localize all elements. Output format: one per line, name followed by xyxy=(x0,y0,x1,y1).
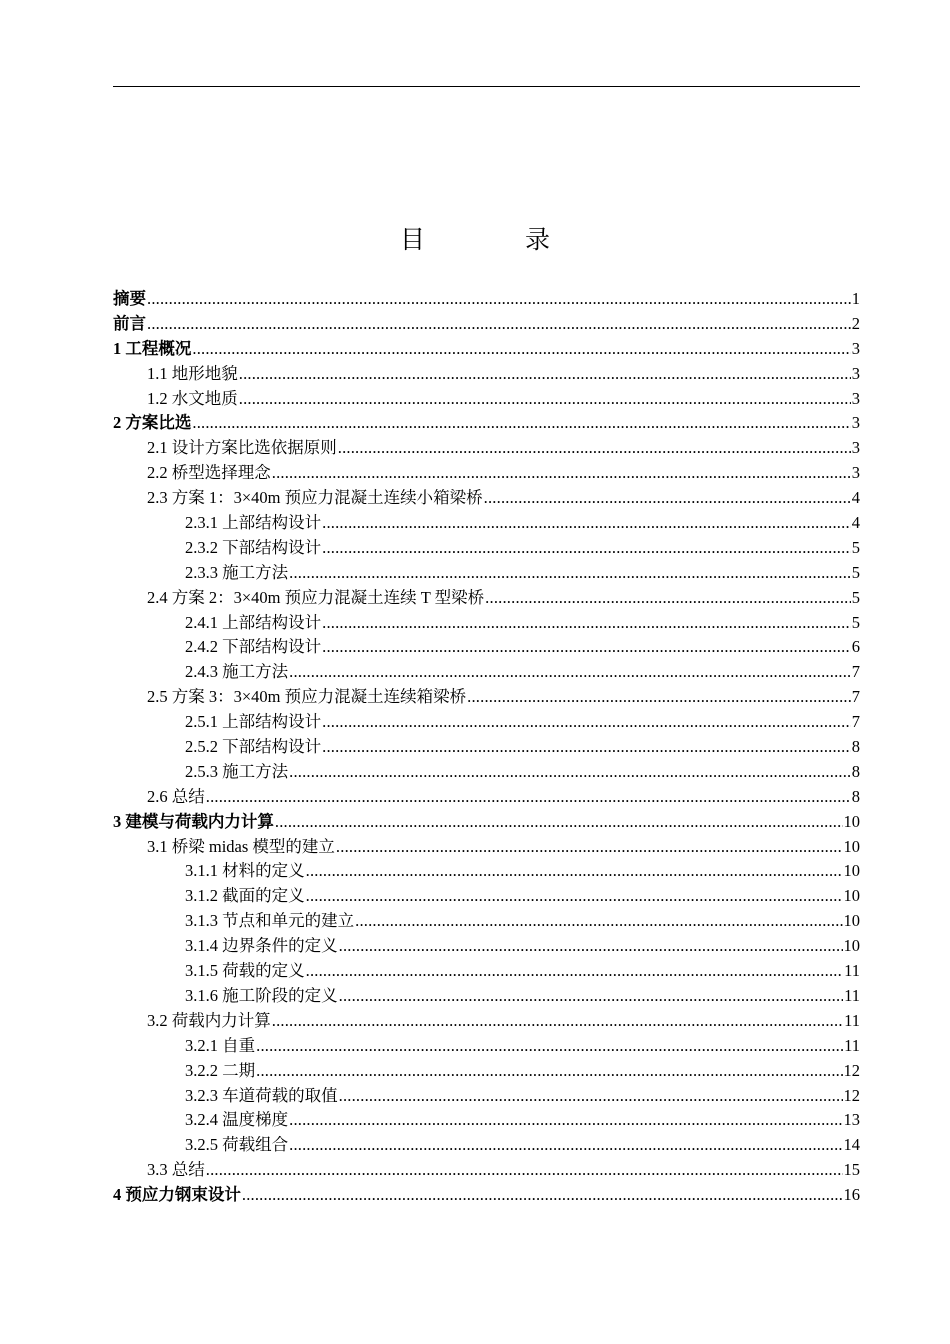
toc-entry[interactable] xyxy=(113,461,860,486)
toc-entry-label: 2.5.3 施工方法 xyxy=(185,761,289,781)
toc-entry[interactable] xyxy=(113,411,860,436)
toc-entry-page-number: 10 xyxy=(843,886,860,906)
toc-entry-label: 3.1.5 荷载的定义 xyxy=(185,961,305,981)
toc-entry-page-number: 5 xyxy=(851,612,860,632)
toc-entry-page-number: 5 xyxy=(851,587,860,607)
toc-dot-leader xyxy=(485,586,851,611)
toc-entry[interactable] xyxy=(113,909,860,934)
toc-entry-label: 2.5 方案 3：3×40m 预应力混凝土连续箱梁桥 xyxy=(147,687,467,707)
toc-dot-leader xyxy=(336,835,843,860)
toc-entry-page-number: 7 xyxy=(851,712,860,732)
toc-entry-label: 2.6 总结 xyxy=(147,786,205,806)
toc-dot-leader xyxy=(206,1158,843,1183)
toc-entry[interactable] xyxy=(113,611,860,636)
toc-dot-leader xyxy=(256,1059,842,1084)
toc-entry-label: 3.2 荷载内力计算 xyxy=(147,1010,271,1030)
toc-entry-page-number: 3 xyxy=(851,413,860,433)
toc-entry[interactable] xyxy=(113,1133,860,1158)
toc-entry-label: 1 工程概况 xyxy=(113,338,192,358)
toc-entry-page-number: 7 xyxy=(851,687,860,707)
toc-entry-label: 3.1.6 施工阶段的定义 xyxy=(185,985,338,1005)
toc-entry[interactable] xyxy=(113,511,860,536)
toc-entry[interactable] xyxy=(113,1009,860,1034)
toc-dot-leader xyxy=(306,959,843,984)
toc-entry-label: 3.2.3 车道荷载的取值 xyxy=(185,1085,338,1105)
toc-dot-leader xyxy=(484,486,851,511)
toc-dot-leader xyxy=(272,461,851,486)
toc-entry-label: 3.2.5 荷载组合 xyxy=(185,1135,289,1155)
toc-dot-leader xyxy=(147,287,851,312)
toc-dot-leader xyxy=(289,660,851,685)
toc-entry-page-number: 13 xyxy=(843,1110,860,1130)
toc-entry-page-number: 5 xyxy=(851,562,860,582)
toc-entry-label: 3.1 桥梁 midas 模型的建立 xyxy=(147,836,335,856)
toc-entry[interactable] xyxy=(113,1034,860,1059)
toc-dot-leader xyxy=(289,760,851,785)
toc-entry[interactable] xyxy=(113,660,860,685)
toc-entry-page-number: 11 xyxy=(844,1035,860,1055)
toc-entry-page-number: 11 xyxy=(844,985,860,1005)
toc-entry-page-number: 10 xyxy=(843,861,860,881)
toc-entry-page-number: 7 xyxy=(851,662,860,682)
table-of-contents xyxy=(113,287,860,1208)
title-char-1: 目 xyxy=(399,227,425,254)
toc-entry-page-number: 6 xyxy=(851,637,860,657)
toc-dot-leader xyxy=(322,735,851,760)
toc-entry[interactable] xyxy=(113,1108,860,1133)
toc-entry[interactable] xyxy=(113,536,860,561)
toc-entry[interactable] xyxy=(113,835,860,860)
toc-entry[interactable] xyxy=(113,685,860,710)
toc-entry-label: 前言 xyxy=(113,313,146,333)
toc-dot-leader xyxy=(239,362,851,387)
toc-dot-leader xyxy=(206,785,851,810)
toc-entry[interactable] xyxy=(113,486,860,511)
toc-dot-leader xyxy=(275,810,843,835)
toc-entry-page-number: 3 xyxy=(851,463,860,483)
toc-entry[interactable] xyxy=(113,1158,860,1183)
toc-entry[interactable] xyxy=(113,859,860,884)
toc-dot-leader xyxy=(289,561,851,586)
toc-entry[interactable] xyxy=(113,735,860,760)
toc-dot-leader xyxy=(147,312,851,337)
toc-entry[interactable] xyxy=(113,1059,860,1084)
toc-entry-label: 2.1 设计方案比选依据原则 xyxy=(147,438,337,458)
toc-dot-leader xyxy=(339,984,843,1009)
toc-entry-page-number: 3 xyxy=(851,338,860,358)
toc-entry-page-number: 12 xyxy=(843,1085,860,1105)
toc-entry-page-number: 1 xyxy=(851,289,860,308)
toc-entry-label: 3.2.2 二期 xyxy=(185,1060,256,1080)
toc-entry-label: 2.4.2 下部结构设计 xyxy=(185,637,322,657)
toc-entry-label: 2.3.2 下部结构设计 xyxy=(185,537,322,557)
toc-entry-label: 2.5.2 下部结构设计 xyxy=(185,737,322,757)
toc-dot-leader xyxy=(272,1009,843,1034)
toc-entry-label: 2.2 桥型选择理念 xyxy=(147,463,271,483)
toc-entry-label: 2.3.3 施工方法 xyxy=(185,562,289,582)
toc-entry-page-number: 5 xyxy=(851,537,860,557)
toc-entry[interactable] xyxy=(113,934,860,959)
toc-entry-page-number: 12 xyxy=(843,1060,860,1080)
toc-entry[interactable] xyxy=(113,1084,860,1109)
toc-dot-leader xyxy=(256,1034,843,1059)
toc-entry[interactable] xyxy=(113,312,860,337)
toc-entry-page-number: 3 xyxy=(851,388,860,408)
toc-entry-label: 2.3 方案 1：3×40m 预应力混凝土连续小箱梁桥 xyxy=(147,488,483,508)
toc-dot-leader xyxy=(339,1084,843,1109)
toc-entry-page-number: 2 xyxy=(851,313,860,333)
toc-entry[interactable] xyxy=(113,785,860,810)
toc-dot-leader xyxy=(192,337,850,362)
toc-entry-page-number: 14 xyxy=(843,1135,860,1155)
toc-entry-page-number: 3 xyxy=(851,363,860,383)
toc-entry-label: 1.1 地形地貌 xyxy=(147,363,238,383)
toc-dot-leader xyxy=(322,611,851,636)
toc-dot-leader xyxy=(306,884,843,909)
toc-entry-label: 3 建模与荷载内力计算 xyxy=(113,811,274,831)
toc-entry-page-number: 3 xyxy=(851,438,860,458)
toc-entry[interactable] xyxy=(113,387,860,412)
toc-entry-label: 3.2.4 温度梯度 xyxy=(185,1110,289,1130)
toc-entry-label: 4 预应力钢束设计 xyxy=(113,1185,241,1205)
toc-entry-page-number: 15 xyxy=(843,1160,860,1180)
toc-entry-label: 2.3.1 上部结构设计 xyxy=(185,513,322,533)
toc-entry[interactable] xyxy=(113,362,860,387)
toc-entry-page-number: 11 xyxy=(844,1010,860,1030)
toc-entry[interactable] xyxy=(113,710,860,735)
toc-entry-page-number: 16 xyxy=(843,1185,860,1205)
toc-entry-label: 3.2.1 自重 xyxy=(185,1035,256,1055)
toc-dot-leader xyxy=(239,387,851,412)
toc-dot-leader xyxy=(242,1183,843,1208)
toc-entry-label: 3.1.2 截面的定义 xyxy=(185,886,305,906)
toc-entry-page-number: 11 xyxy=(844,961,860,981)
toc-entry-label: 3.3 总结 xyxy=(147,1160,205,1180)
toc-dot-leader xyxy=(289,1133,842,1158)
toc-entry-label: 2.4.1 上部结构设计 xyxy=(185,612,322,632)
toc-entry-label: 2.4 方案 2：3×40m 预应力混凝土连续 T 型梁桥 xyxy=(147,587,485,607)
toc-entry[interactable] xyxy=(113,1183,860,1208)
toc-entry-label: 3.1.3 节点和单元的建立 xyxy=(185,911,355,931)
toc-entry-label: 2 方案比选 xyxy=(113,413,192,433)
toc-entry[interactable] xyxy=(113,337,860,362)
toc-entry-label: 摘要 xyxy=(113,289,146,308)
toc-entry-page-number: 10 xyxy=(843,911,860,931)
toc-entry-page-number: 10 xyxy=(843,811,860,831)
toc-entry-label: 3.1.4 边界条件的定义 xyxy=(185,936,338,956)
toc-entry[interactable] xyxy=(113,884,860,909)
toc-dot-leader xyxy=(322,511,851,536)
toc-entry-page-number: 10 xyxy=(843,836,860,856)
toc-dot-leader xyxy=(355,909,842,934)
toc-entry-page-number: 8 xyxy=(851,761,860,781)
title-char-2: 录 xyxy=(525,227,551,254)
toc-entry-page-number: 8 xyxy=(851,737,860,757)
toc-entry-page-number: 4 xyxy=(851,513,860,533)
toc-dot-leader xyxy=(322,635,851,660)
toc-entry-page-number: 8 xyxy=(851,786,860,806)
toc-dot-leader xyxy=(322,710,851,735)
toc-entry[interactable] xyxy=(113,561,860,586)
toc-dot-leader xyxy=(338,436,851,461)
toc-entry-page-number: 10 xyxy=(843,936,860,956)
toc-entry[interactable] xyxy=(113,436,860,461)
toc-entry-label: 2.5.1 上部结构设计 xyxy=(185,712,322,732)
toc-dot-leader xyxy=(467,685,851,710)
toc-entry[interactable] xyxy=(113,586,860,611)
toc-entry-label: 2.4.3 施工方法 xyxy=(185,662,289,682)
toc-entry-label: 1.2 水文地质 xyxy=(147,388,238,408)
toc-entry[interactable] xyxy=(113,287,860,312)
toc-entry[interactable] xyxy=(113,760,860,785)
toc-entry[interactable] xyxy=(113,635,860,660)
toc-entry[interactable] xyxy=(113,810,860,835)
toc-entry-label: 3.1.1 材料的定义 xyxy=(185,861,305,881)
toc-dot-leader xyxy=(192,411,850,436)
toc-entry[interactable] xyxy=(113,959,860,984)
toc-dot-leader xyxy=(339,934,843,959)
toc-dot-leader xyxy=(306,859,843,884)
toc-dot-leader xyxy=(289,1108,842,1133)
toc-entry-page-number: 4 xyxy=(851,488,860,508)
toc-dot-leader xyxy=(322,536,851,561)
header-rule xyxy=(113,86,860,87)
toc-entry[interactable] xyxy=(113,984,860,1009)
page-title xyxy=(0,220,950,256)
